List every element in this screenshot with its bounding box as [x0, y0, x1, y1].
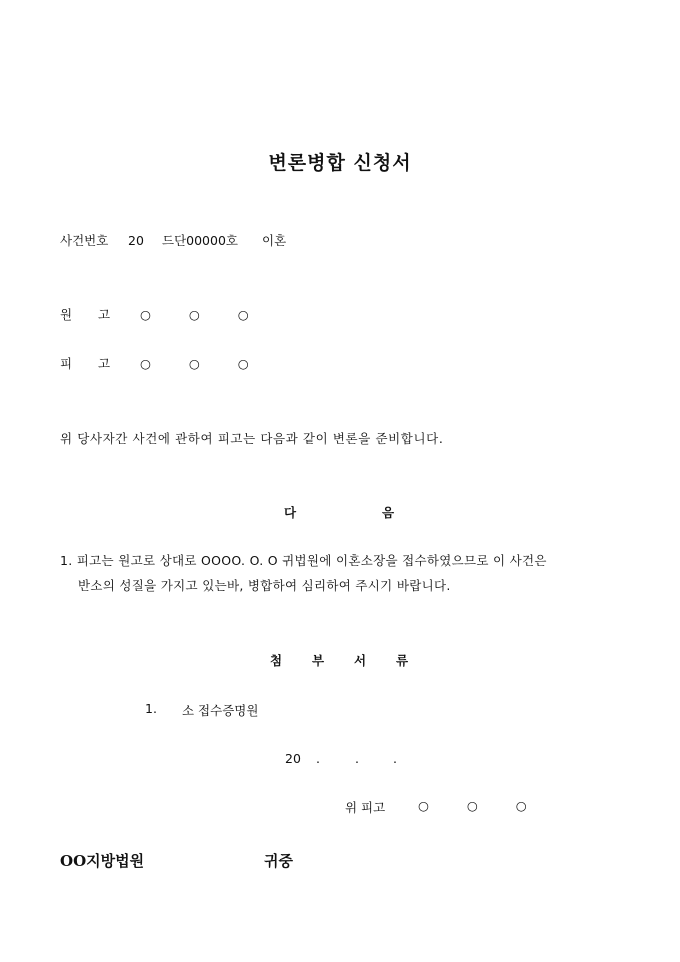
plaintiff-label-2: 고 — [98, 307, 111, 322]
attachment-item: 소 접수증명원 — [182, 703, 259, 718]
date-separator-1: . — [316, 751, 320, 766]
case-year: 20 — [128, 233, 144, 248]
receiver-honorific: 귀중 — [264, 852, 293, 870]
signer-name: ○ ○ ○ — [418, 798, 544, 813]
case-type: 이혼 — [262, 233, 287, 248]
intro-paragraph: 위 당사자간 사건에 관하여 피고는 다음과 같이 변론을 준비합니다. — [60, 431, 444, 446]
defendant-label-2: 고 — [98, 356, 111, 371]
date-year: 20 — [285, 751, 301, 766]
case-info-row — [60, 231, 286, 249]
plaintiff-row — [60, 305, 266, 323]
date-separator-3: . — [393, 751, 397, 766]
case-number: 드단00000호 — [162, 233, 238, 248]
attachments-heading-char-2: 부 — [312, 653, 325, 668]
following-heading-char-2: 음 — [382, 505, 395, 520]
attachments-heading-char-3: 서 — [354, 653, 367, 668]
defendant-row — [60, 354, 266, 372]
date-separator-2: . — [355, 751, 359, 766]
document-title: 변론병합 신청서 — [268, 152, 412, 174]
plaintiff-label-1: 원 — [60, 307, 73, 322]
case-number-label: 사건번호 — [60, 233, 109, 248]
attachments-heading-char-4: 류 — [396, 653, 409, 668]
item-1-line-1: 1. 피고는 원고로 상대로 OOOO. O. O 귀법원에 이혼소장을 접수하였으므로 이 사건은 — [60, 553, 547, 568]
defendant-name: ○ ○ ○ — [140, 356, 266, 371]
following-heading-char-1: 다 — [284, 505, 297, 520]
court-name: OO지방법원 — [60, 852, 145, 870]
item-1-line-2: 반소의 성질을 가지고 있는바, 병합하여 심리하여 주시기 바랍니다. — [78, 578, 451, 593]
attachments-heading-char-1: 첨 — [270, 653, 283, 668]
attachment-number: 1. — [145, 701, 157, 716]
signer-label: 위 피고 — [345, 800, 386, 815]
plaintiff-name: ○ ○ ○ — [140, 307, 266, 322]
defendant-label-1: 피 — [60, 356, 73, 371]
